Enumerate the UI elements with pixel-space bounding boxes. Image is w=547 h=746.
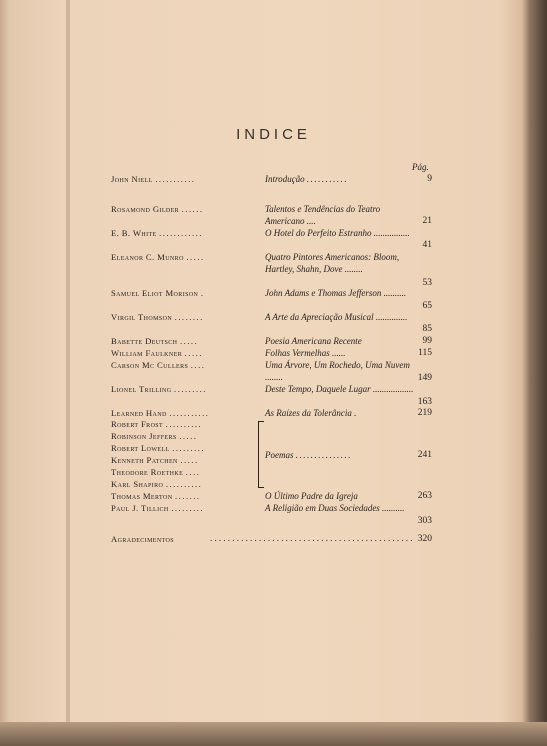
entry-author: Babette Deutsch ..... <box>111 336 199 346</box>
spine-shadow <box>66 0 70 746</box>
entry-work: O Hotel do Perfeito Estranho ................ <box>265 228 410 238</box>
entry-author: Virgil Thomson ........ <box>111 312 204 322</box>
leader-dots: .............................................. <box>210 533 415 543</box>
entry-author: William Faulkner ..... <box>111 348 203 358</box>
entry-work: Talentos e Tendências do Teatro Americano .... <box>265 204 381 226</box>
entry-author: Paul J. Tillich ......... <box>111 503 205 513</box>
entry-page: 21 <box>422 216 432 226</box>
page-column-label: Pág. <box>412 162 429 172</box>
entry-author: Rosamond Gilder ...... <box>111 204 204 214</box>
entry-work: Poemas ............... <box>265 450 352 460</box>
entry-page: 241 <box>417 450 432 460</box>
page-bottom-edge <box>0 722 547 746</box>
entry-page: 41 <box>422 240 432 250</box>
entry-author: Kenneth Patchen ..... <box>111 455 199 465</box>
entry-author: Robinson Jeffers ..... <box>111 431 198 441</box>
entry-page: 263 <box>417 491 432 501</box>
entry-work: Folhas Vermelhas ...... <box>265 348 346 358</box>
entry-author: Robert Frost .......... <box>111 419 203 429</box>
entry-work: A Arte da Apreciação Musical .............. <box>265 312 408 322</box>
page-title: INDICE <box>236 126 311 143</box>
entry-author: E. B. White ............ <box>111 228 203 238</box>
entry-author: Lionel Trilling ......... <box>111 384 207 394</box>
entry-author: Learned Hand ........... <box>111 408 210 418</box>
entry-work: John Adams e Thomas Jefferson .......... <box>265 288 407 298</box>
entry-work: Introdução ........... <box>265 174 349 184</box>
entry-work: As Raízes da Tolerância . <box>265 408 357 418</box>
entry-work: Uma Árvore, Um Rochedo, Uma Nuvem ........ <box>265 360 410 382</box>
entry-work: Poesia Americana Recente <box>265 336 362 346</box>
entry-author: Theodore Roethke .... <box>111 467 201 477</box>
grouping-bracket <box>258 421 264 488</box>
entry-work: A Religião em Duas Sociedades .......... <box>265 503 405 513</box>
entry-author: Robert Lowell ......... <box>111 443 206 453</box>
entry-author: Karl Shapiro .......... <box>111 479 203 489</box>
acknowledgements-label: Agradecimentos <box>111 534 175 544</box>
entry-page: 9 <box>427 174 432 184</box>
entry-author: Samuel Eliot Morison . <box>111 288 205 298</box>
entry-page: 149 <box>417 373 432 383</box>
entry-author: Carson Mc Cullers .... <box>111 360 206 370</box>
entry-author: Eleanor C. Munro ..... <box>111 252 205 262</box>
entry-work: Quatro Pintores Americanos: Bloom, Hartley, Shahn, Dove ........ <box>265 252 400 274</box>
entry-page: 53 <box>422 278 432 288</box>
acknowledgements-page: 320 <box>417 534 432 544</box>
entry-page: 65 <box>422 301 432 311</box>
entry-author: John Niell ........... <box>111 174 196 184</box>
entry-page: 85 <box>422 324 432 334</box>
entry-page: 303 <box>417 516 432 526</box>
entry-author: Thomas Merton ....... <box>111 491 201 501</box>
entry-page: 99 <box>422 336 432 346</box>
entry-page: 219 <box>417 408 432 418</box>
entry-work: O Último Padre da Igreja <box>265 491 358 501</box>
entry-page: 115 <box>418 348 432 358</box>
entry-page: 163 <box>417 397 432 407</box>
entry-work: Deste Tempo, Daquele Lugar .................. <box>265 384 414 394</box>
